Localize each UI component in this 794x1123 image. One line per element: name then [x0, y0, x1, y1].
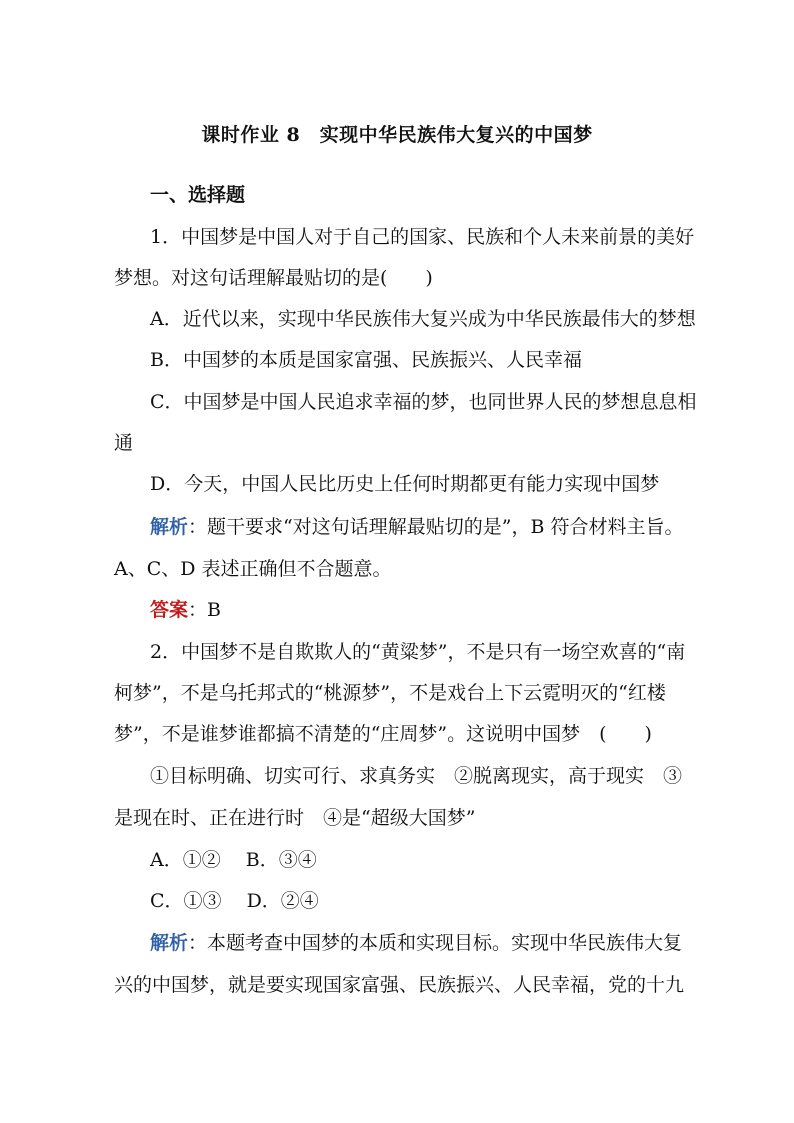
- q1-answer: [150, 597, 730, 623]
- q1-stem-line-1: 1．中国梦是中国人对于自己的国家、民族和个人未来前景的美好: [150, 226, 695, 248]
- q1-answer-value: ：B: [188, 599, 221, 621]
- q1-analysis-line-1: [150, 514, 730, 540]
- q1-option-d: D．今天，中国人民比历史上任何时期都更有能力实现中国梦: [150, 473, 660, 495]
- q1-option-b: B．中国梦的本质是国家富强、民族振兴、人民幸福: [150, 349, 582, 371]
- q1-answer-label: 答案: [150, 599, 189, 621]
- q2-choices-line-1: A．①② B．③④: [150, 849, 317, 871]
- q2-analysis-line-1: [150, 930, 730, 956]
- q2-items-line-2: 是现在时、正在进行时 ④是“超级大国梦”: [114, 807, 476, 829]
- page-title: 课时作业 8 实现中华民族伟大复兴的中国梦: [201, 124, 593, 146]
- q1-option-c-line-1: C．中国梦是中国人民追求幸福的梦，也同世界人民的梦想息息相: [150, 391, 697, 413]
- q1-stem-line-2: 梦想。对这句话理解最贴切的是( ): [114, 267, 433, 289]
- q2-analysis-label: 解析: [150, 932, 189, 954]
- q1-option-c-line-2: 通: [114, 432, 134, 454]
- q1-analysis-line-2: A、C、D 表述正确但不合题意。: [114, 558, 392, 580]
- q2-items-line-1: ①目标明确、切实可行、求真务实 ②脱离现实，高于现实 ③: [150, 765, 683, 787]
- q2-analysis-line-2: 兴的中国梦，就是要实现国家富强、民族振兴、人民幸福，党的十九: [114, 974, 685, 996]
- q2-stem-line-3: 梦”，不是谁梦谁都搞不清楚的“庄周梦”。这说明中国梦 ( ): [114, 723, 652, 745]
- q2-stem-line-1: 2．中国梦不是自欺欺人的“黄粱梦”，不是只有一场空欢喜的“南: [150, 641, 686, 663]
- q1-analysis-text: ：题干要求“对这句话理解最贴切的是”，B 符合材料主旨。: [188, 516, 684, 538]
- q1-option-a: A．近代以来，实现中华民族伟大复兴成为中华民族最伟大的梦想: [150, 308, 696, 330]
- q2-choices-line-2: C．①③ D．②④: [150, 890, 319, 912]
- q2-stem-line-2: 柯梦”，不是乌托邦式的“桃源梦”，不是戏台上下云霓明灭的“红楼: [114, 682, 666, 704]
- section-heading: 一、选择题: [150, 184, 246, 206]
- q2-analysis-text: ：本题考查中国梦的本质和实现目标。实现中华民族伟大复: [188, 932, 683, 954]
- q1-analysis-label: 解析: [150, 516, 189, 538]
